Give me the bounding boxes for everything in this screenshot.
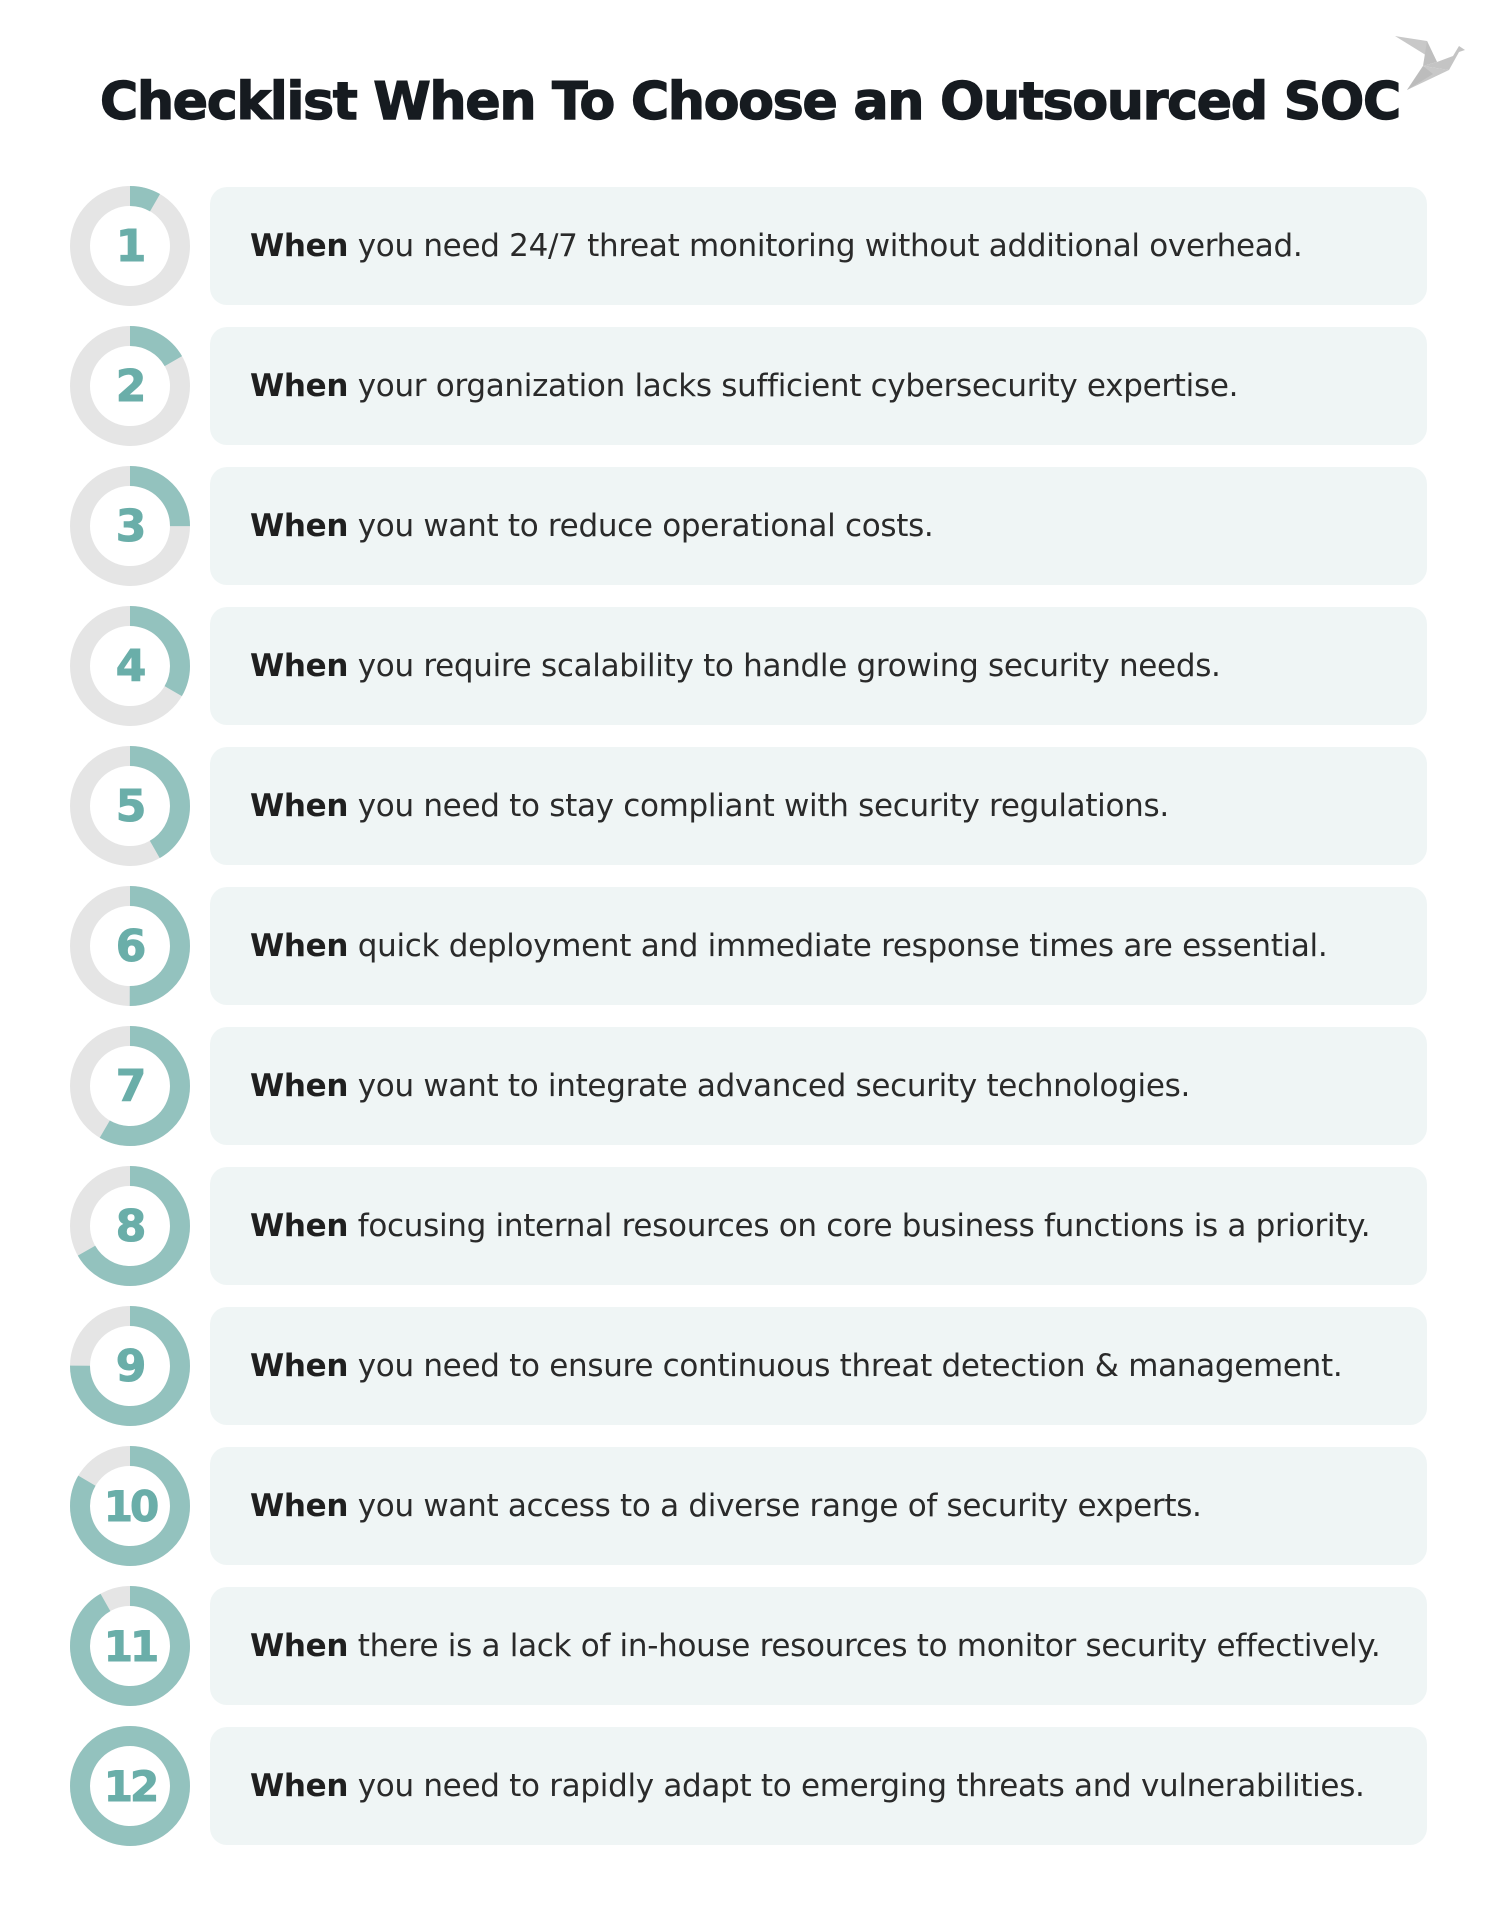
item-lead: When [250, 1488, 349, 1524]
item-body: you require scalability to handle growing security needs. [348, 648, 1221, 684]
item-text [250, 928, 1327, 964]
item-number: 11 [103, 1621, 157, 1671]
progress-ring [70, 1026, 190, 1146]
checklist-item-7 [0, 1026, 1500, 1146]
progress-ring [70, 466, 190, 586]
item-body: you need to rapidly adapt to emerging threats and vulnerabilities. [348, 1768, 1365, 1804]
item-body: you need 24/7 threat monitoring without additional overhead. [348, 228, 1303, 264]
checklist-item-12 [0, 1726, 1500, 1846]
item-lead: When [250, 508, 349, 544]
item-lead: When [250, 928, 349, 964]
item-card [210, 467, 1427, 585]
item-lead: When [250, 1208, 349, 1244]
item-text [250, 228, 1302, 264]
item-body: you need to stay compliant with security regulations. [348, 788, 1169, 824]
checklist-item-3 [0, 466, 1500, 586]
item-body: focusing internal resources on core business functions is a priority. [348, 1208, 1371, 1244]
item-number: 7 [115, 1060, 145, 1112]
item-card [210, 1307, 1427, 1425]
item-text [250, 788, 1169, 824]
checklist-item-6 [0, 886, 1500, 1006]
item-lead: When [250, 1348, 349, 1384]
item-text [250, 1348, 1342, 1384]
item-card [210, 1727, 1427, 1845]
item-number: 10 [103, 1481, 157, 1531]
item-number: 8 [115, 1200, 145, 1252]
progress-ring [70, 186, 190, 306]
item-body: there is a lack of in-house resources to monitor security effectively. [348, 1628, 1381, 1664]
progress-ring [70, 1446, 190, 1566]
item-card [210, 1027, 1427, 1145]
item-text [250, 368, 1238, 404]
item-number: 12 [103, 1761, 157, 1811]
item-lead: When [250, 1628, 349, 1664]
item-body: you want to reduce operational costs. [348, 508, 934, 544]
item-text [250, 508, 933, 544]
checklist-item-9 [0, 1306, 1500, 1426]
progress-ring [70, 1306, 190, 1426]
progress-ring [70, 1586, 190, 1706]
item-lead: When [250, 368, 349, 404]
item-lead: When [250, 1068, 349, 1104]
item-card [210, 607, 1427, 725]
checklist-item-1 [0, 186, 1500, 306]
item-text [250, 1488, 1202, 1524]
progress-ring [70, 606, 190, 726]
checklist-item-10 [0, 1446, 1500, 1566]
item-text [250, 1208, 1370, 1244]
checklist-item-8 [0, 1166, 1500, 1286]
item-card [210, 1167, 1427, 1285]
progress-ring [70, 1726, 190, 1846]
item-number: 9 [115, 1340, 145, 1392]
item-lead: When [250, 788, 349, 824]
item-text [250, 1768, 1365, 1804]
progress-ring [70, 326, 190, 446]
item-body: you need to ensure continuous threat detection & management. [348, 1348, 1343, 1384]
item-card [210, 747, 1427, 865]
item-number: 5 [115, 780, 145, 832]
item-lead: When [250, 648, 349, 684]
item-lead: When [250, 228, 349, 264]
item-lead: When [250, 1768, 349, 1804]
item-text [250, 648, 1221, 684]
checklist-item-5 [0, 746, 1500, 866]
item-card [210, 1447, 1427, 1565]
progress-ring [70, 746, 190, 866]
item-number: 3 [115, 500, 145, 552]
checklist-item-2 [0, 326, 1500, 446]
item-number: 4 [115, 640, 145, 692]
item-text [250, 1068, 1190, 1104]
item-number: 1 [115, 220, 145, 272]
item-card [210, 327, 1427, 445]
item-number: 6 [115, 920, 145, 972]
checklist-item-4 [0, 606, 1500, 726]
item-body: you want access to a diverse range of security experts. [348, 1488, 1202, 1524]
item-card [210, 1587, 1427, 1705]
item-card [210, 887, 1427, 1005]
item-body: quick deployment and immediate response times are essential. [348, 928, 1328, 964]
page-title: Checklist When To Choose an Outsourced SOC [99, 72, 1400, 132]
item-body: you want to integrate advanced security technologies. [348, 1068, 1191, 1104]
item-card [210, 187, 1427, 305]
checklist-item-11 [0, 1586, 1500, 1706]
item-body: your organization lacks sufficient cybersecurity expertise. [348, 368, 1239, 404]
item-number: 2 [115, 360, 145, 412]
progress-ring [70, 1166, 190, 1286]
progress-ring [70, 886, 190, 1006]
item-text [250, 1628, 1380, 1664]
origami-bird-icon [1393, 28, 1473, 92]
